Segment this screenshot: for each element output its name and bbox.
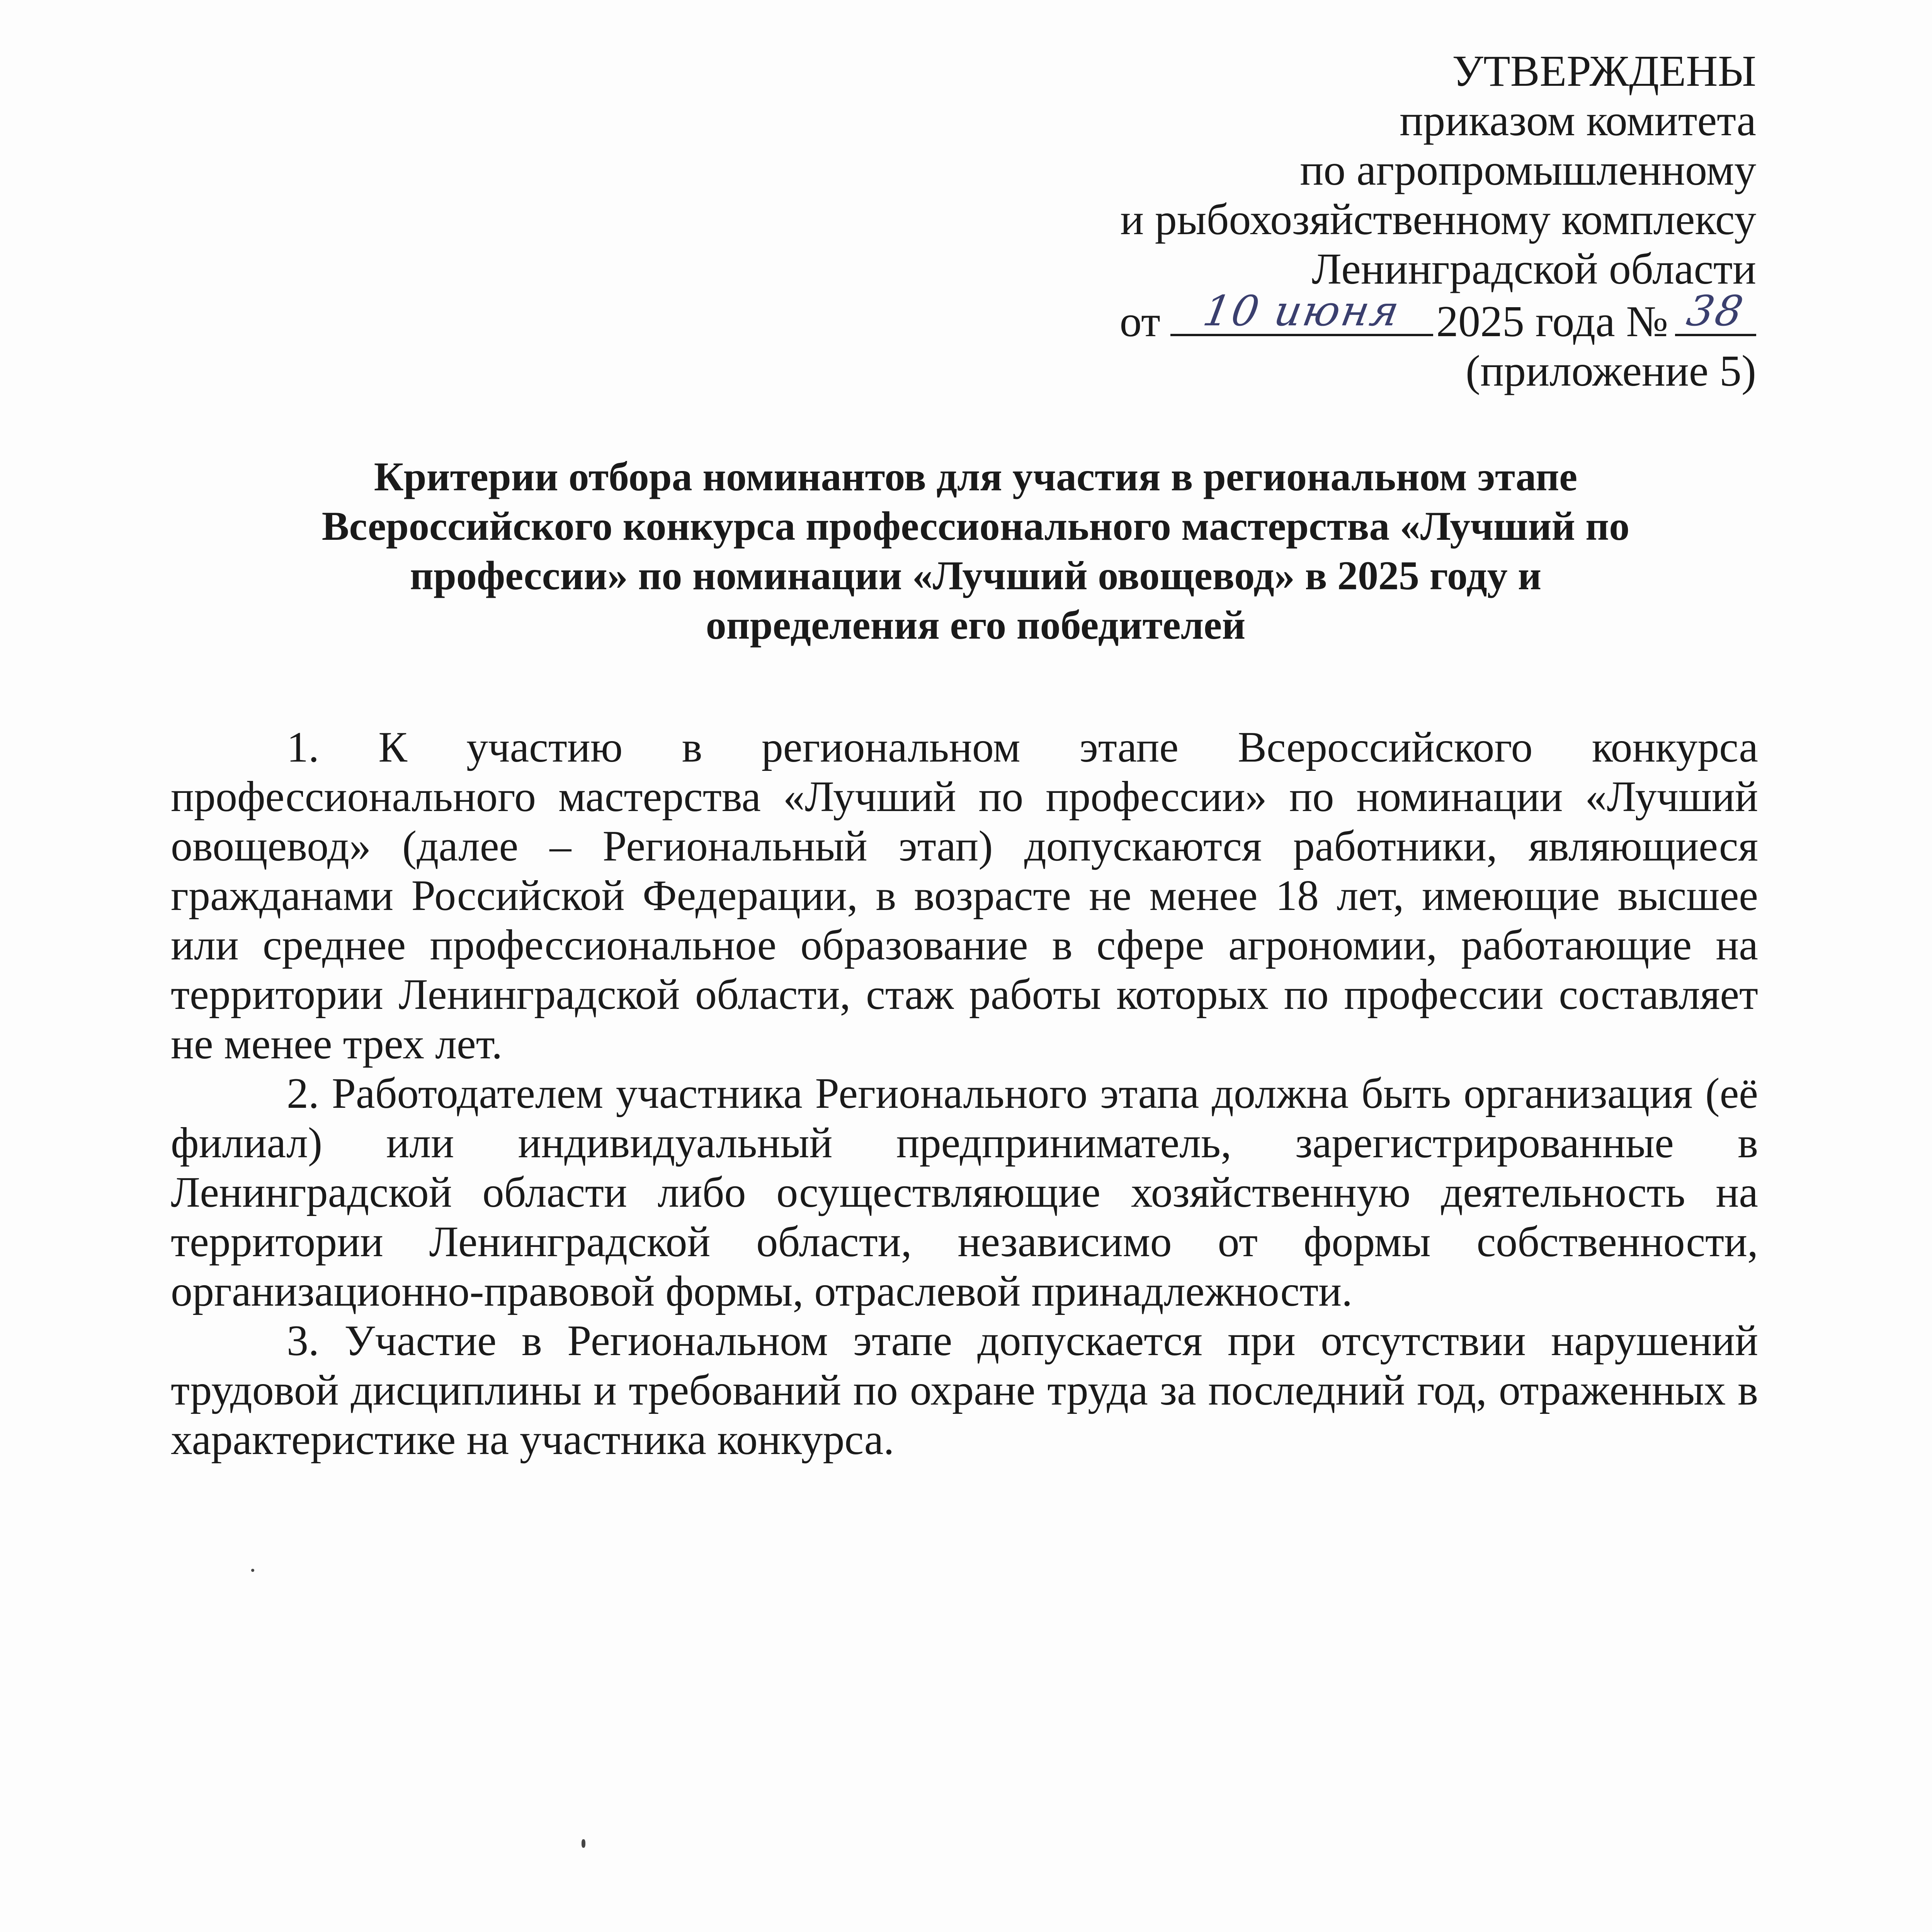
paragraph-1: 1. К участию в региональном этапе Всероссийского конкурса профессионального мастерства «Лучший по профессии» по номинации «Лучший овощевод» (далее – Региональный этап) допускаются работники, являющиеся гражданами Российской Федерации, в возрасте не менее 18 лет, имеющие высшее или среднее профессиональное образование в сфере агрономии, работающие на территории Ленинградской области, стаж работы которых по профессии составляет не менее трех лет. [171, 723, 1758, 1068]
scan-speck [251, 1569, 254, 1572]
approval-line-committee: по агропромышленному [1300, 145, 1756, 194]
title-line-4: определения его победителей [706, 602, 1246, 648]
paragraph-2: 2. Работодателем участника Регионального этапа должна быть организация (её филиал) или индивидуальный предприниматель, зарегистрированные в Ленинградской области либо осуществляющие хозяйственную деятельность на территории Ленинградской области, независимо от формы собственности, организационно-правовой формы, отраслевой принадлежности. [171, 1070, 1758, 1315]
approval-line-complex: и рыбохозяйственному комплексу [1120, 195, 1756, 244]
approval-line-region: Ленинградской области [1311, 244, 1756, 293]
approval-line-order: приказом комитета [1400, 96, 1756, 145]
year-text: 2025 года № [1436, 297, 1668, 346]
approval-appendix: (приложение 5) [1466, 346, 1756, 395]
number-blank [1675, 287, 1756, 336]
title-line-3: профессии» по номинации «Лучший овощевод» в 2025 году и [410, 553, 1542, 598]
scan-speck [582, 1839, 585, 1848]
date-blank [1170, 287, 1433, 336]
approval-title: УТВЕРЖДЕНЫ [1452, 46, 1756, 95]
paragraph-3: 3. Участие в Региональном этапе допускается при отсутствии нарушений трудовой дисциплины и требований по охране труда за последний год, отраженных в характеристике на участника конкурса. [171, 1317, 1758, 1464]
title-line-1: Критерии отбора номинантов для участия в региональном этапе [374, 454, 1578, 499]
approval-block [983, 46, 1756, 396]
date-prefix: от [1119, 297, 1160, 346]
document-title [193, 452, 1758, 650]
title-line-2: Всероссийского конкурса профессионального мастерства «Лучший по [321, 503, 1630, 549]
handwritten-date: 10 июня [1199, 287, 1404, 335]
document-body [171, 723, 1758, 1464]
handwritten-number: 38 [1683, 287, 1748, 335]
approval-date-line [983, 287, 1756, 346]
